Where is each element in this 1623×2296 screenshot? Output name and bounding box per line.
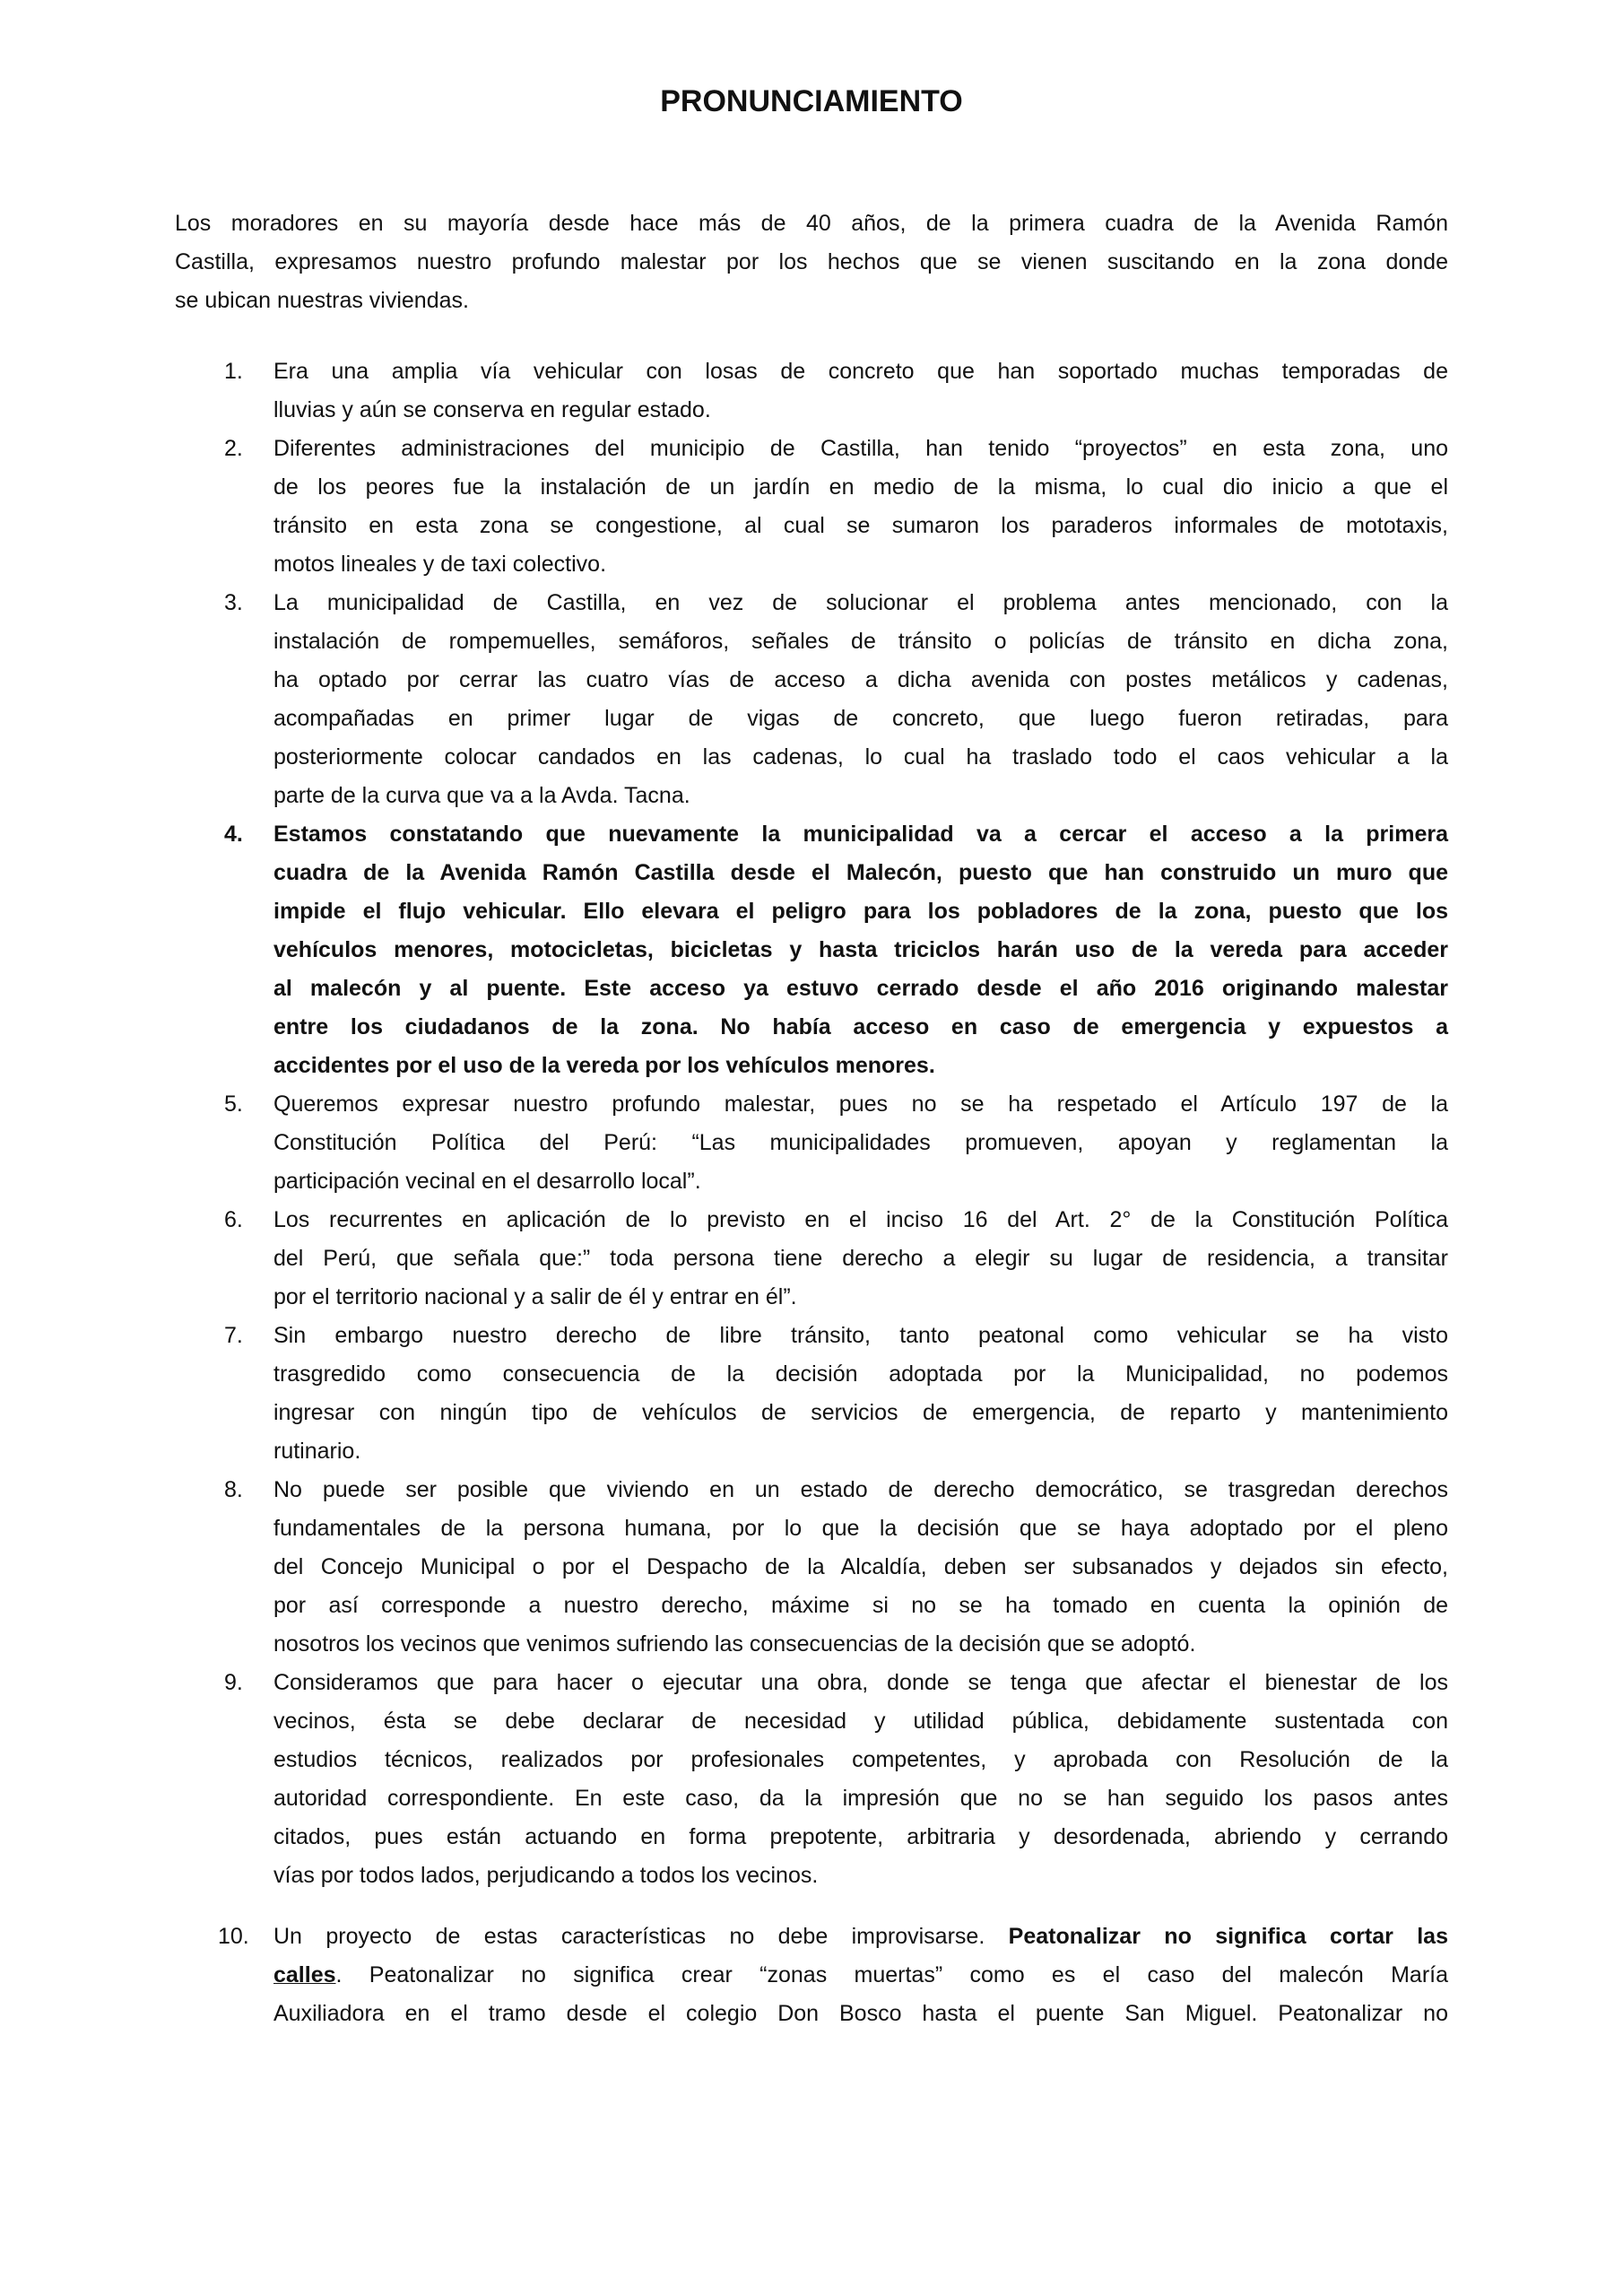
- list-number: 1.: [224, 359, 243, 384]
- intro-line: Los moradores en su mayoría desde hace más de 40 años, de la primera cuadra de la Avenida Ramón: [175, 211, 1448, 236]
- list-number: 9.: [224, 1670, 243, 1695]
- list-item-line: posteriormente colocar candados en las cadenas, lo cual ha traslado todo el caos vehicular a la: [273, 744, 1448, 770]
- list-item-line: parte de la curva que va a la Avda. Tacna.: [273, 783, 690, 808]
- list-item-line: autoridad correspondiente. En este caso, da la impresión que no se han seguido los pasos antes: [273, 1786, 1448, 1811]
- list-item-line: por así corresponde a nuestro derecho, máxime si no se ha tomado en cuenta la opinión de: [273, 1593, 1448, 1618]
- list-item-line: tránsito en esta zona se congestione, al cual se sumaron los paraderos informales de mototaxis,: [273, 513, 1448, 538]
- list-number: 4.: [224, 822, 243, 847]
- normal-text: Un proyecto de estas características no debe improvisarse.: [273, 1924, 1009, 1949]
- list-item-line: entre los ciudadanos de la zona. No había acceso en caso de emergencia y expuestos a: [273, 1014, 1448, 1039]
- list-item-line: acompañadas en primer lugar de vigas de concreto, que luego fueron retiradas, para: [273, 706, 1448, 731]
- list-item-line: trasgredido como consecuencia de la decisión adoptada por la Municipalidad, no podemos: [273, 1361, 1448, 1387]
- list-item-line: citados, pues están actuando en forma prepotente, arbitraria y desordenada, abriendo y cerrando: [273, 1824, 1448, 1849]
- list-item-line: del Perú, que señala que:” toda persona tiene derecho a elegir su lugar de residencia, a transitar: [273, 1246, 1448, 1271]
- list-number: 8.: [224, 1477, 243, 1502]
- list-item-6: [175, 1201, 1448, 1317]
- emphasis-text: calles: [273, 1962, 336, 1987]
- document-title: PRONUNCIAMIENTO: [660, 84, 963, 118]
- list-item-5: [175, 1085, 1448, 1201]
- list-item-7: [175, 1317, 1448, 1471]
- numbered-list: [175, 352, 1448, 2033]
- list-item-line: No puede ser posible que viviendo en un estado de derecho democrático, se trasgredan derechos: [273, 1477, 1448, 1502]
- list-item-line: estudios técnicos, realizados por profesionales competentes, y aprobada con Resolución de la: [273, 1747, 1448, 1772]
- intro-line: Castilla, expresamos nuestro profundo malestar por los hechos que se vienen suscitando en la zona donde: [175, 249, 1448, 274]
- list-item-line: al malecón y al puente. Este acceso ya estuvo cerrado desde el año 2016 originando malestar: [273, 976, 1448, 1001]
- list-item-line: vías por todos lados, perjudicando a todos los vecinos.: [273, 1863, 819, 1888]
- list-item-line: ha optado por cerrar las cuatro vías de acceso a dicha avenida con postes metálicos y cadenas,: [273, 667, 1448, 692]
- list-item-line: de los peores fue la instalación de un jardín en medio de la misma, lo cual dio inicio a que el: [273, 474, 1448, 500]
- normal-text: . Peatonalizar no significa crear “zonas muertas” como es el caso del malecón María: [335, 1962, 1448, 1987]
- list-item-line: lluvias y aún se conserva en regular estado.: [273, 397, 711, 422]
- list-item-line: [273, 1956, 1448, 1995]
- intro-paragraph: [175, 204, 1448, 320]
- list-number: 3.: [224, 590, 243, 615]
- list-item-line: del Concejo Municipal o por el Despacho de la Alcaldía, deben ser subsanados y dejados sin efecto,: [273, 1554, 1448, 1579]
- list-item-line: Estamos constatando que nuevamente la municipalidad va a cercar el acceso a la primera: [273, 822, 1448, 847]
- list-item-line: motos lineales y de taxi colectivo.: [273, 552, 607, 577]
- list-number: 10.: [218, 1924, 249, 1949]
- list-item-10: [175, 1918, 1448, 2033]
- list-item-line: cuadra de la Avenida Ramón Castilla desde el Malecón, puesto que han construido un muro que: [273, 860, 1448, 885]
- list-item-line: Sin embargo nuestro derecho de libre tránsito, tanto peatonal como vehicular se ha visto: [273, 1323, 1448, 1348]
- list-item-3: [175, 584, 1448, 815]
- list-item-line: Era una amplia vía vehicular con losas de concreto que han soportado muchas temporadas de: [273, 359, 1448, 384]
- list-item-line: por el territorio nacional y a salir de él y entrar en él”.: [273, 1284, 797, 1309]
- list-item-line: Los recurrentes en aplicación de lo previsto en el inciso 16 del Art. 2° de la Constitución Política: [273, 1207, 1448, 1232]
- list-number: 5.: [224, 1091, 243, 1117]
- list-item-line: impide el flujo vehicular. Ello elevara el peligro para los pobladores de la zona, puesto que los: [273, 899, 1448, 924]
- list-item-4: [175, 815, 1448, 1085]
- list-number: 7.: [224, 1323, 243, 1348]
- list-item-1: [175, 352, 1448, 430]
- intro-line: se ubican nuestras viviendas.: [175, 288, 469, 313]
- emphasis-text: Peatonalizar no significa cortar las: [1008, 1924, 1448, 1949]
- list-item-line: La municipalidad de Castilla, en vez de solucionar el problema antes mencionado, con la: [273, 590, 1448, 615]
- list-item-line: instalación de rompemuelles, semáforos, señales de tránsito o policías de tránsito en dicha zona,: [273, 629, 1448, 654]
- list-item-line: accidentes por el uso de la vereda por los vehículos menores.: [273, 1053, 935, 1078]
- list-item-line: fundamentales de la persona humana, por lo que la decisión que se haya adoptado por el pleno: [273, 1516, 1448, 1541]
- list-item-2: [175, 430, 1448, 584]
- list-item-line: vehículos menores, motocicletas, bicicletas y hasta triciclos harán uso de la vereda para acceder: [273, 937, 1448, 962]
- list-item-8: [175, 1471, 1448, 1664]
- list-item-line: nosotros los vecinos que venimos sufriendo las consecuencias de la decisión que se adoptó.: [273, 1631, 1196, 1657]
- list-item-line: vecinos, ésta se debe declarar de necesidad y utilidad pública, debidamente sustentada con: [273, 1709, 1448, 1734]
- list-item-line: Constitución Política del Perú: “Las municipalidades promueven, apoyan y reglamentan la: [273, 1130, 1448, 1155]
- list-number: 2.: [224, 436, 243, 461]
- list-item-line: rutinario.: [273, 1439, 361, 1464]
- list-item-line: participación vecinal en el desarrollo local”.: [273, 1169, 701, 1194]
- list-item-line: Auxiliadora en el tramo desde el colegio Don Bosco hasta el puente San Miguel. Peatonalizar no: [273, 2001, 1448, 2026]
- list-item-line: Queremos expresar nuestro profundo malestar, pues no se ha respetado el Artículo 197 de la: [273, 1091, 1448, 1117]
- list-item-line: Diferentes administraciones del municipio de Castilla, han tenido “proyectos” en esta zona, uno: [273, 436, 1448, 461]
- list-item-line: Consideramos que para hacer o ejecutar una obra, donde se tenga que afectar el bienestar de los: [273, 1670, 1448, 1695]
- list-item-9: [175, 1664, 1448, 1895]
- list-item-line: ingresar con ningún tipo de vehículos de servicios de emergencia, de reparto y mantenimiento: [273, 1400, 1448, 1425]
- list-item-line: [273, 1918, 1448, 1956]
- list-number: 6.: [224, 1207, 243, 1232]
